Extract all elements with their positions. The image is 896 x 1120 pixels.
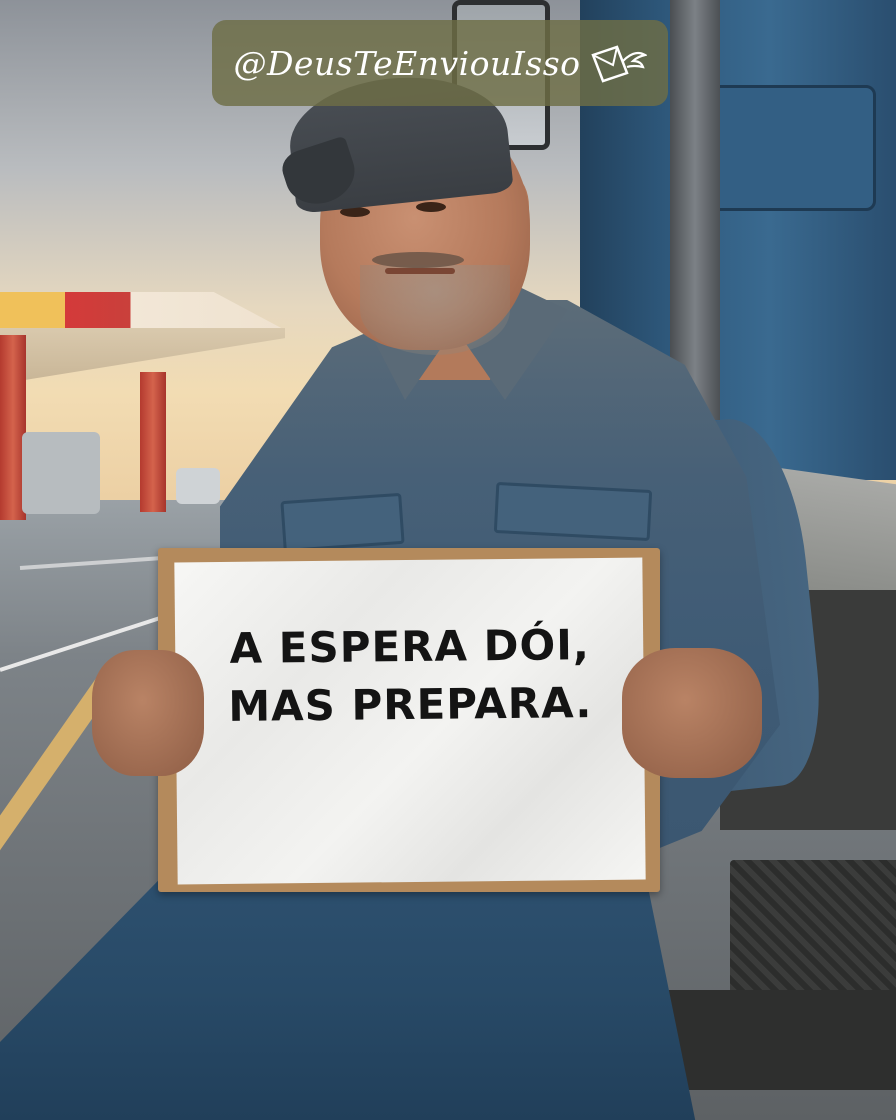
left-hand — [92, 650, 204, 776]
shirt-pocket — [280, 493, 404, 552]
mustache — [372, 252, 464, 268]
winged-envelope-icon — [587, 43, 647, 83]
parked-vehicle — [22, 432, 100, 514]
sign-message — [175, 616, 644, 737]
truck-step — [730, 860, 896, 1000]
watermark-handle: @DeusTeEnviouIsso — [233, 43, 581, 83]
sign-line-1: A ESPERA DÓI, — [229, 620, 591, 673]
sign-line-2: MAS PREPARA. — [228, 678, 593, 731]
parked-vehicle — [176, 468, 220, 504]
watermark-banner — [212, 20, 668, 106]
eye — [416, 202, 446, 212]
shirt-pocket — [494, 482, 652, 541]
gas-station-pillar — [140, 372, 166, 512]
man-beard — [360, 265, 510, 355]
right-hand — [622, 648, 762, 778]
mouth — [385, 268, 455, 274]
